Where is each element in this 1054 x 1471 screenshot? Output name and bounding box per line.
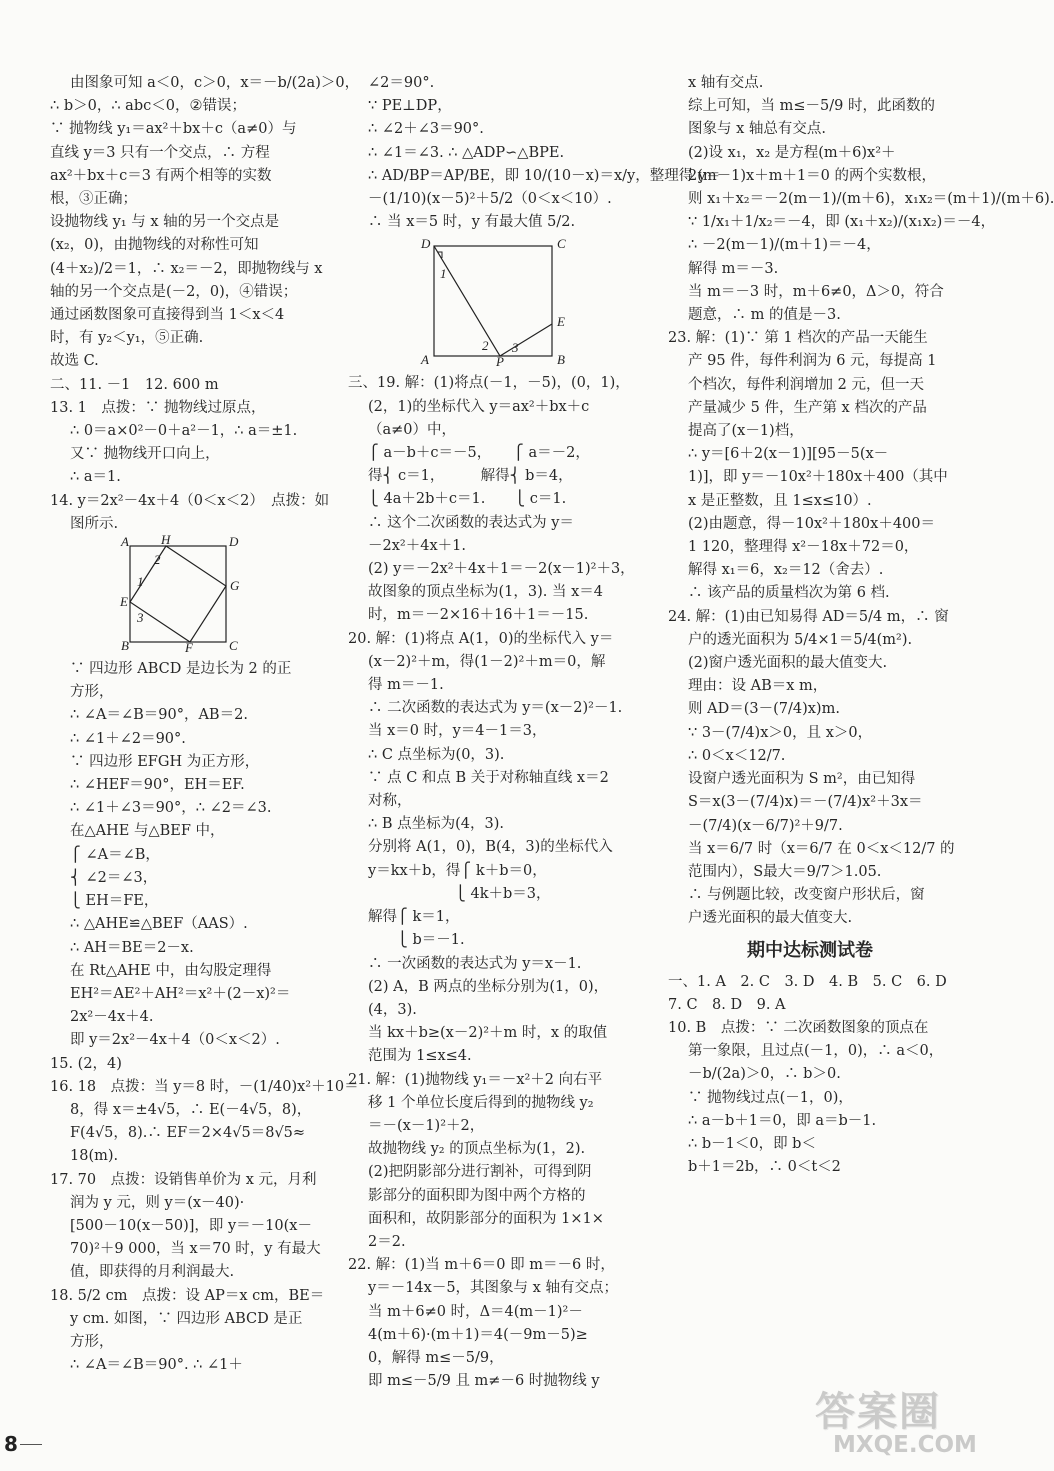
text-line: ∴ a＝1. [70,469,121,486]
watermark-url: MXQE.COM [833,1432,977,1458]
text-line: (2)窗户透光面积的最大值变大. [688,655,888,672]
text-line: 题意，∴ m 的值是－3. [688,307,841,324]
label-a: A [121,534,129,550]
text-line: 16. 18 点拨：当 y＝8 时，－(1/40)x²＋10＝ [50,1078,359,1095]
text-line: (2)设 x₁，x₂ 是方程(m＋6)x²＋ [688,144,896,161]
text-line: ∴ 二次函数的表达式为 y＝(x－2)²－1. [368,700,623,717]
text-line: 21. 解：(1)抛物线 y₁＝－x²＋2 向右平 [348,1071,603,1088]
text-line: 故抛物线 y₂ 的顶点坐标为(1，2). [368,1141,586,1158]
text-line: ∴ 0＝a×0²－0＋a²－1，∴ a＝±1. [70,423,298,440]
text-line: 提高了(x－1)档， [688,423,804,440]
text-line: (2) A，B 两点的坐标分别为(1，0)， [368,978,609,995]
text-line: y＝－14x－5，其图象与 x 轴有交点； [368,1280,618,1297]
text-line: ∴ b＞0，∴ abc＜0，②错误； [50,98,246,115]
label-g: G [230,578,240,594]
text-line: ∠2＝90°. [368,75,435,91]
text-line: (x₂，0)，由抛物线的对称性可知 [50,237,259,254]
label-h: H [161,532,171,548]
text-line: ∵ 点 C 和点 B 关于对称轴直线 x＝2 [368,769,609,786]
text-line: 理由：设 AB＝x m， [688,678,828,695]
text-line: ∴ b－1＜0，即 b＜ [688,1135,816,1152]
text-line: 户透光面积的最大值变大. [688,910,853,927]
text-line: F(4√5，8).∴ EF＝2×4√5＝8√5≈ [70,1125,306,1142]
label-p: P [496,354,504,370]
text-line: 故选 C. [50,353,99,370]
text-line: 则 x₁＋x₂＝－2(m－1)/(m＋6)，x₁x₂＝(m＋1)/(m＋6). [688,191,1054,208]
text-line: 三、19. 解：(1)将点(－1，－5)，(0，1)， [348,375,630,392]
text-line: y＝kx＋b，得⎧ k＋b＝0， [368,862,547,879]
text-line: ∴ 与例题比较，改变窗户形状后，窗 [688,887,925,904]
text-line: 直线 y＝3 只有一个交点，∴ 方程 [50,144,270,161]
text-line: ∴ AD/BP＝AP/BE，即 10/(10－x)＝x/y，整理得 y＝ [368,167,721,184]
text-line: 2＝2. [368,1233,406,1250]
text-line: ∵ 3－(7/4)x＞0，且 x＞0， [688,724,873,741]
label-f: F [185,640,193,656]
text-line: 解得⎧ k＝1， [368,909,460,926]
text-line: 23. 解：(1)∵ 第 1 档次的产品一天能生 [668,330,928,347]
text-line: 面积和，故阴影部分的面积为 1×1× [368,1210,604,1227]
text-line: 0，解得 m≤－5/9， [368,1349,504,1366]
text-line: 在△AHE 与△BEF 中， [70,823,225,840]
text-line: 当 x＝0 时，y＝4－1＝3， [368,723,547,740]
text-line: (4，3). [368,1001,417,1018]
text-line: ∴ a－b＋1＝0，即 a＝b－1. [688,1112,877,1129]
watermark-text: 答案圈 [815,1389,941,1435]
text-line: 22. 解：(1)当 m＋6＝0 即 m＝－6 时， [348,1257,615,1274]
text-line: (x－2)²＋m，得(1－2)²＋m＝0，解 [368,653,606,670]
text-line: －(7/4)(x－6/7)²＋9/7. [688,817,843,834]
text-line: ∴ AH＝BE＝2－x. [70,939,194,956]
text-line: ∴ ∠1＝∠3. ∴ △ADP∽△BPE. [368,144,565,161]
text-line: 方形， [70,684,114,701]
text-line: （a≠0）中， [368,421,457,438]
text-line: ∵ 1/x₁＋1/x₂＝－4，即 (x₁＋x₂)/(x₁x₂)＝－4， [688,214,996,231]
text-line: 解得 x₁＝6，x₂＝12（舍去）. [688,562,884,579]
text-line: ⎩ EH＝FE， [70,893,159,910]
text-line: 24. 解：(1)由已知易得 AD＝5/4 m，∴ 窗 [668,608,949,625]
text-line: －b/(2a)＞0，∴ b＞0. [688,1066,841,1083]
text-line: －2x²＋4x＋1. [368,537,466,554]
text-line: ∵ 抛物线 y₁＝ax²＋bx＋c（a≠0）与 [50,121,297,138]
label-e2: E [557,314,565,330]
text-line: 1 120，整理得 x²－18x＋72＝0， [688,539,919,556]
text-line: ∴ ∠HEF＝90°，EH＝EF. [70,777,245,794]
text-line: 综上可知，当 m≤－5/9 时，此函数的 [688,98,935,115]
text-line: 由图象可知 a＜0，c＞0，x＝－b/(2a)＞0， [70,75,360,91]
text-line: 一、1. A 2. C 3. D 4. B 5. C 6. D [668,973,947,990]
figure-square-adp [418,236,578,370]
label-angle-2b: 2 [482,338,489,354]
watermark-logo [815,1380,991,1462]
text-line: ∴ ∠A＝∠B＝90°. ∴ ∠1＋ [70,1357,243,1374]
page-number-rule [20,1444,42,1445]
text-line: 设抛物线 y₁ 与 x 轴的另一个交点是 [50,214,280,231]
text-line: 二、11. －1 12. 600 m [50,376,219,393]
text-line: 又∵ 抛物线开口向上， [70,446,220,463]
column-right [668,72,1054,1179]
column-left [50,72,360,1377]
text-line: 值，即获得的月利润最大. [70,1264,235,1281]
text-line: (4＋x₂)/2＝1，∴ x₂＝－2，即抛物线与 x [50,260,323,277]
text-line: ⎨ ∠2＝∠3， [70,869,158,886]
text-line: ∴ 这个二次函数的表达式为 y＝ [368,514,574,531]
text-line: 4(m＋6)·(m＋1)＝4(－9m－5)≥ [368,1326,588,1343]
text-line: 17. 70 点拨：设销售单价为 x 元，月利 [50,1171,317,1188]
page-number: 8 [4,1432,18,1456]
text-line: ∴ －2(m－1)/(m＋1)＝－4， [688,237,881,254]
text-line: ⎧ ∠A＝∠B， [70,846,160,863]
text-line: 方形， [70,1333,114,1350]
text-line: 2(m－1)x＋m＋1＝0 的两个实数根， [688,167,936,184]
text-line: ∴ 该产品的质量档次为第 6 档. [688,585,890,602]
text-line: 户的透光面积为 5/4×1＝5/4(m²). [688,631,913,648]
text-line: ∴ △AHE≌△BEF（AAS）. [70,916,248,933]
text-line: 即 m≤－5/9 且 m≠－6 时抛物线 y [368,1373,600,1390]
column-middle [348,72,721,1393]
label-a2: A [421,352,429,368]
text-line: ⎩ 4a＋2b＋c＝1. ⎩ c＝1. [368,491,567,508]
segments-dp-pe [434,246,552,356]
text-line: 在 Rt△AHE 中，由勾股定理得 [70,962,272,979]
square-abcd [130,546,226,642]
text-line: 分别将 A(1，0)，B(4，3)的坐标代入 [368,839,613,856]
text-line: 2x²－4x＋4. [70,1009,154,1026]
text-line: ⎧ a－b＋c＝－5， ⎧ a＝－2， [368,445,590,462]
text-line: 10. B 点拨：∵ 二次函数图象的顶点在 [668,1019,929,1036]
text-line: y cm. 如图，∵ 四边形 ABCD 是正 [70,1310,303,1327]
text-line: 当 kx＋b≥(x－2)²＋m 时，x 的取值 [368,1025,608,1042]
text-line: 产量减少 5 件，生产第 x 档次的产品 [688,399,927,416]
text-line: (2，1)的坐标代入 y＝ax²＋bx＋c [368,398,590,415]
text-line: ⎩ b＝－1. [368,932,465,949]
text-line: 第一象限，且过点(－1，0)，∴ a＜0， [688,1043,944,1060]
text-line: [500－10(x－50)]，即 y＝－10(x－ [70,1217,312,1234]
text-line: 设窗户透光面积为 S m²，由已知得 [688,771,916,788]
text-line: ∴ ∠A＝∠B＝90°，AB＝2. [70,707,248,724]
label-angle-1b: 1 [440,266,447,282]
text-line: b＋1＝2b，∴ 0＜t＜2 [688,1159,841,1176]
text-line: (2)由题意，得－10x²＋180x＋400＝ [688,515,936,532]
text-line: ∵ 四边形 EFGH 为正方形， [70,753,260,770]
text-line: 20. 解：(1)将点 A(1，0)的坐标代入 y＝ [348,630,614,647]
text-line: 产 95 件，每件利润为 6 元，每提高 1 [688,353,937,370]
text-line: ∴ B 点坐标为(4，3). [368,816,504,833]
text-line: 解得 m＝－3. [688,260,779,277]
text-line: 即 y＝2x²－4x＋4（0＜x＜2）. [70,1032,280,1049]
text-line: ∵ 四边形 ABCD 是边长为 2 的正 [70,661,292,678]
text-line: 得 m＝－1. [368,677,444,694]
text-line: 个档次，每件利润增加 2 元，但一天 [688,376,924,393]
label-d: D [229,534,239,550]
label-d2: D [421,236,431,252]
text-line: 15. (2，4) [50,1055,122,1072]
text-line: 时，有 y₂＜y₁，⑤正确. [50,330,204,347]
text-line: ∴ ∠1＋∠2＝90°. [70,730,186,747]
text-line: 图象与 x 轴总有交点. [688,121,827,138]
text-line: S＝x(3－(7/4)x)＝－(7/4)x²＋3x＝ [688,794,923,811]
text-line: ∴ 一次函数的表达式为 y＝x－1. [368,955,582,972]
text-line: 故图象的顶点坐标为(1，3). 当 x＝4 [368,584,603,601]
figure-square-efgh [120,532,240,656]
text-line: 通过函数图象可直接得到当 1＜x＜4 [50,307,285,324]
text-line: 影部分的面积即为图中两个方格的 [368,1187,586,1204]
text-line: 8，得 x＝±4√5，∴ E(－4√5，8)， [70,1101,312,1118]
text-line: 7. C 8. D 9. A [668,996,786,1013]
text-line: 润为 y 元，则 y＝(x－40)· [70,1194,245,1211]
label-b: B [121,638,129,654]
text-line: ∴ ∠1＋∠3＝90°，∴ ∠2＝∠3. [70,800,272,817]
text-line: x 是正整数，且 1≤x≤10）. [688,492,872,509]
text-line: 根，③正确； [50,191,137,208]
text-line: (2) y＝－2x²＋4x＋1＝－2(x－1)²＋3， [368,561,635,578]
square-efgh [130,546,226,642]
text-line: 当 m＋6≠0 时，Δ＝4(m－1)²－ [368,1303,583,1320]
section-title: 期中达标测试卷 [747,939,873,961]
label-c2: C [557,236,566,252]
text-line: 70)²＋9 000，当 x＝70 时，y 有最大 [70,1241,321,1258]
label-c: C [229,638,238,654]
text-line: 当 x＝6/7 时（x＝6/7 在 0＜x＜12/7 的 [688,840,955,857]
text-line: 当 m＝－3 时，m＋6≠0，Δ＞0，符合 [688,283,944,300]
text-line: ＝－(x－1)²＋2， [368,1117,485,1134]
text-line: ∴ C 点坐标为(0，3). [368,746,505,763]
text-line: 则 AD＝(3－(7/4)x)m. [688,701,840,718]
text-line: ∴ 当 x＝5 时，y 有最大值 5/2. [368,214,576,231]
text-line: ⎩ 4k＋b＝3， [368,885,551,902]
label-angle-3: 3 [137,610,144,626]
text-line: ∵ PE⊥DP， [368,98,452,115]
text-line: 18(m). [70,1148,119,1165]
label-angle-2: 2 [154,552,161,568]
text-line: ∵ 抛物线过点(－1，0)， [688,1089,853,1106]
label-e: E [120,594,128,610]
text-line: ∴ y＝[6＋2(x－1)][95－5(x－ [688,446,889,463]
text-line: 图所示. [70,515,119,532]
text-line: 时，m＝－2×16＋16＋1＝－15. [368,607,589,624]
text-line: ax²＋bx＋c＝3 有两个相等的实数 [50,167,272,184]
text-line: x 轴有交点. [688,75,764,91]
text-line: 18. 5/2 cm 点拨：设 AP＝x cm，BE＝ [50,1287,325,1304]
label-b2: B [557,352,565,368]
text-line: 轴的另一个交点是(－2，0)，④错误； [50,283,298,300]
text-line: 14. y＝2x²－4x＋4（0＜x＜2） 点拨：如 [50,492,330,509]
text-line: 对称， [368,793,412,810]
text-line: －(1/10)(x－5)²＋5/2（0＜x＜10）. [368,191,612,208]
square-abcd-2 [434,246,552,356]
text-line: 范围为 1≤x≤4. [368,1048,472,1065]
text-line: 得⎨ c＝1， 解得⎨ b＝4， [368,468,573,485]
text-line: 1)]，即 y＝－10x²＋180x＋400（其中 [688,469,948,486]
text-line: ∴ ∠2＋∠3＝90°. [368,121,484,138]
label-angle-1: 1 [137,574,144,590]
text-line: 13. 1 点拨：∵ 抛物线过原点， [50,399,266,416]
label-angle-3b: 3 [512,340,519,356]
text-line: ∴ 0＜x＜12/7. [688,747,786,764]
text-line: 移 1 个单位长度后得到的抛物线 y₂ [368,1094,594,1111]
text-line: 范围内），S最大＝9/7＞1.05. [688,863,882,880]
text-line: EH²＝AE²＋AH²＝x²＋(2－x)²＝ [70,985,291,1002]
text-line: (2)把阴影部分进行割补，可得到阴 [368,1164,592,1181]
